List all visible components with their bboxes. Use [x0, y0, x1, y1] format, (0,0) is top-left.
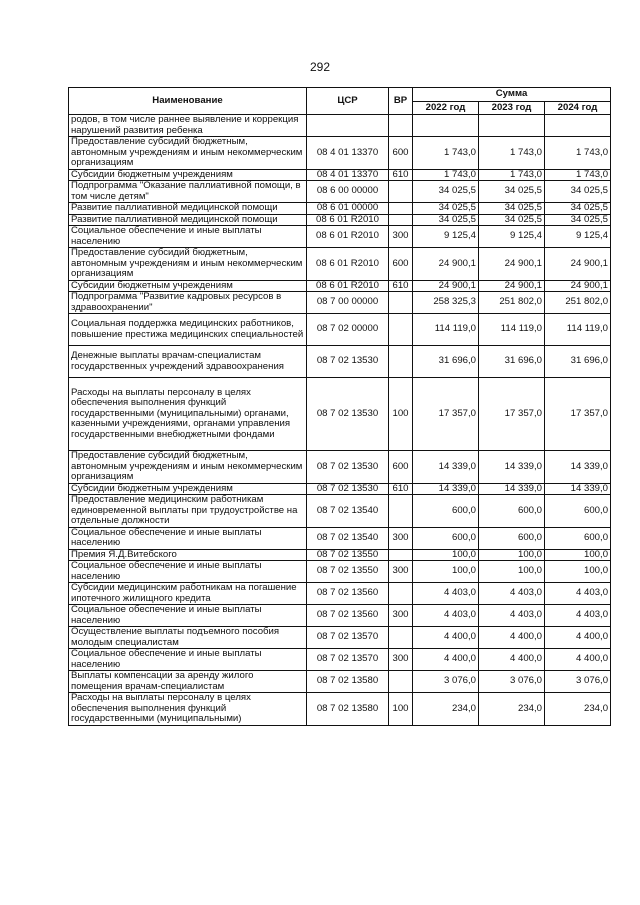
row-csr-cell: 08 7 02 13540 [307, 527, 389, 549]
row-csr-cell: 08 6 01 R2010 [307, 226, 389, 248]
table-row [69, 451, 611, 484]
row-csr-cell: 08 7 02 13530 [307, 378, 389, 451]
row-2024-value: 4 403,0 [545, 605, 611, 627]
table-row [69, 115, 611, 137]
budget-table [68, 87, 611, 726]
header-sum: Сумма [413, 88, 611, 102]
table-row [69, 280, 611, 292]
row-2022-value: 4 403,0 [413, 583, 479, 605]
row-csr-cell: 08 6 01 00000 [307, 203, 389, 215]
row-vr-cell: 600 [389, 137, 413, 170]
row-2024-value: 34 025,5 [545, 181, 611, 203]
row-2023-value: 4 403,0 [479, 605, 545, 627]
row-2022-value: 3 076,0 [413, 671, 479, 693]
row-2023-value: 1 743,0 [479, 169, 545, 181]
row-2023-value: 9 125,4 [479, 226, 545, 248]
row-vr-cell [389, 627, 413, 649]
header-vr: ВР [389, 88, 413, 115]
row-2022-value: 1 743,0 [413, 137, 479, 170]
row-2023-value: 34 025,5 [479, 181, 545, 203]
row-vr-cell: 100 [389, 378, 413, 451]
row-2023-value: 14 339,0 [479, 451, 545, 484]
table-row [69, 248, 611, 281]
row-2024-value: 100,0 [545, 561, 611, 583]
row-name-cell: Премия Я.Д.Витебского [69, 549, 307, 561]
row-2024-value: 4 400,0 [545, 649, 611, 671]
row-2023-value: 100,0 [479, 549, 545, 561]
row-name-cell: Субсидии медицинским работникам на погашение ипотечного жилищного кредита [69, 583, 307, 605]
row-vr-cell: 300 [389, 527, 413, 549]
row-2024-value: 234,0 [545, 693, 611, 726]
row-csr-cell [307, 115, 389, 137]
row-vr-cell [389, 115, 413, 137]
row-2022-value: 114 119,0 [413, 314, 479, 346]
header-year-2023: 2023 год [479, 101, 545, 115]
row-2022-value: 258 325,3 [413, 292, 479, 314]
row-2024-value: 9 125,4 [545, 226, 611, 248]
row-name-cell: Социальное обеспечение и иные выплаты населению [69, 226, 307, 248]
row-2024-value: 4 403,0 [545, 583, 611, 605]
row-2024-value: 24 900,1 [545, 248, 611, 281]
row-vr-cell: 300 [389, 649, 413, 671]
row-2023-value: 4 400,0 [479, 649, 545, 671]
row-csr-cell: 08 7 02 13530 [307, 346, 389, 378]
row-2023-value: 114 119,0 [479, 314, 545, 346]
row-2023-value: 34 025,5 [479, 214, 545, 226]
table-row [69, 169, 611, 181]
row-2023-value: 17 357,0 [479, 378, 545, 451]
table-row [69, 527, 611, 549]
row-vr-cell [389, 549, 413, 561]
table-row [69, 292, 611, 314]
row-name-cell: Социальное обеспечение и иные выплаты населению [69, 527, 307, 549]
row-2022-value: 24 900,1 [413, 280, 479, 292]
row-csr-cell: 08 7 02 13550 [307, 549, 389, 561]
row-2022-value: 9 125,4 [413, 226, 479, 248]
row-2022-value: 34 025,5 [413, 203, 479, 215]
row-csr-cell: 08 7 02 13530 [307, 483, 389, 495]
row-name-cell: Развитие паллиативной медицинской помощи [69, 214, 307, 226]
row-csr-cell: 08 7 02 13540 [307, 495, 389, 528]
row-2024-value: 100,0 [545, 549, 611, 561]
row-vr-cell: 610 [389, 169, 413, 181]
row-2024-value: 31 696,0 [545, 346, 611, 378]
row-2023-value: 14 339,0 [479, 483, 545, 495]
table-row [69, 549, 611, 561]
row-2023-value: 1 743,0 [479, 137, 545, 170]
row-2022-value: 600,0 [413, 527, 479, 549]
table-body [69, 115, 611, 726]
table-row [69, 583, 611, 605]
row-vr-cell [389, 346, 413, 378]
row-2022-value [413, 115, 479, 137]
row-name-cell: родов, в том числе раннее выявление и коррекция нарушений развития ребенка [69, 115, 307, 137]
row-csr-cell: 08 7 02 13560 [307, 583, 389, 605]
row-name-cell: Социальное обеспечение и иные выплаты населению [69, 605, 307, 627]
row-2024-value: 4 400,0 [545, 627, 611, 649]
row-csr-cell: 08 7 02 13570 [307, 649, 389, 671]
header-year-2024: 2024 год [545, 101, 611, 115]
row-2024-value: 17 357,0 [545, 378, 611, 451]
row-2022-value: 600,0 [413, 495, 479, 528]
row-name-cell: Расходы на выплаты персоналу в целях обеспечения выполнения функций государственными (муниципальными) органами, казенными учреждениями, органами управления государственными внебюджетными фондами [69, 378, 307, 451]
row-name-cell: Расходы на выплаты персоналу в целях обеспечения выполнения функций государственными (муниципальными) [69, 693, 307, 726]
row-2023-value: 234,0 [479, 693, 545, 726]
row-vr-cell: 300 [389, 561, 413, 583]
row-vr-cell [389, 203, 413, 215]
row-name-cell: Социальное обеспечение и иные выплаты населению [69, 649, 307, 671]
table-row [69, 314, 611, 346]
row-2022-value: 14 339,0 [413, 451, 479, 484]
row-name-cell: Подпрограмма "Развитие кадровых ресурсов в здравоохранении" [69, 292, 307, 314]
row-name-cell: Осуществление выплаты подъемного пособия молодым специалистам [69, 627, 307, 649]
row-name-cell: Предоставление субсидий бюджетным, автономным учреждениям и иным некоммерческим организациям [69, 137, 307, 170]
table-row [69, 671, 611, 693]
row-csr-cell: 08 7 02 13580 [307, 693, 389, 726]
row-2024-value: 1 743,0 [545, 137, 611, 170]
row-2022-value: 100,0 [413, 561, 479, 583]
row-2024-value: 1 743,0 [545, 169, 611, 181]
row-2024-value: 34 025,5 [545, 214, 611, 226]
row-csr-cell: 08 4 01 13370 [307, 137, 389, 170]
row-2022-value: 100,0 [413, 549, 479, 561]
row-2023-value: 600,0 [479, 527, 545, 549]
table-row [69, 495, 611, 528]
row-name-cell: Подпрограмма "Оказание паллиативной помощи, в том числе детям" [69, 181, 307, 203]
row-name-cell: Денежные выплаты врачам-специалистам государственных учреждений здравоохранения [69, 346, 307, 378]
row-2023-value: 4 403,0 [479, 583, 545, 605]
row-2023-value: 4 400,0 [479, 627, 545, 649]
row-2023-value: 3 076,0 [479, 671, 545, 693]
row-vr-cell [389, 181, 413, 203]
row-2024-value: 251 802,0 [545, 292, 611, 314]
row-2023-value [479, 115, 545, 137]
row-2023-value: 600,0 [479, 495, 545, 528]
row-csr-cell: 08 6 01 R2010 [307, 280, 389, 292]
row-name-cell: Выплаты компенсации за аренду жилого помещения врачам-специалистам [69, 671, 307, 693]
table-row [69, 378, 611, 451]
row-2023-value: 251 802,0 [479, 292, 545, 314]
row-vr-cell: 600 [389, 248, 413, 281]
row-name-cell: Субсидии бюджетным учреждениям [69, 169, 307, 181]
row-2022-value: 34 025,5 [413, 181, 479, 203]
table-row [69, 693, 611, 726]
header-csr: ЦСР [307, 88, 389, 115]
row-vr-cell: 300 [389, 605, 413, 627]
row-2024-value [545, 115, 611, 137]
row-name-cell: Социальное обеспечение и иные выплаты населению [69, 561, 307, 583]
row-csr-cell: 08 7 02 13580 [307, 671, 389, 693]
row-2022-value: 4 403,0 [413, 605, 479, 627]
row-vr-cell: 610 [389, 483, 413, 495]
table-row [69, 483, 611, 495]
table-row [69, 627, 611, 649]
row-2022-value: 1 743,0 [413, 169, 479, 181]
table-row [69, 649, 611, 671]
row-vr-cell: 600 [389, 451, 413, 484]
row-2024-value: 14 339,0 [545, 483, 611, 495]
row-vr-cell: 300 [389, 226, 413, 248]
row-csr-cell: 08 6 00 00000 [307, 181, 389, 203]
row-vr-cell [389, 314, 413, 346]
header-year-2022: 2022 год [413, 101, 479, 115]
row-2024-value: 24 900,1 [545, 280, 611, 292]
table-row [69, 137, 611, 170]
row-2022-value: 31 696,0 [413, 346, 479, 378]
row-2022-value: 34 025,5 [413, 214, 479, 226]
header-name: Наименование [69, 88, 307, 115]
row-csr-cell: 08 7 02 00000 [307, 314, 389, 346]
row-name-cell: Развитие паллиативной медицинской помощи [69, 203, 307, 215]
row-2024-value: 600,0 [545, 527, 611, 549]
row-2024-value: 34 025,5 [545, 203, 611, 215]
row-vr-cell [389, 495, 413, 528]
row-vr-cell [389, 583, 413, 605]
row-vr-cell: 100 [389, 693, 413, 726]
row-2024-value: 114 119,0 [545, 314, 611, 346]
table-row [69, 181, 611, 203]
row-2024-value: 3 076,0 [545, 671, 611, 693]
row-2022-value: 4 400,0 [413, 649, 479, 671]
table-row [69, 561, 611, 583]
table-row [69, 226, 611, 248]
row-csr-cell: 08 4 01 13370 [307, 169, 389, 181]
row-2023-value: 24 900,1 [479, 280, 545, 292]
row-csr-cell: 08 7 00 00000 [307, 292, 389, 314]
row-csr-cell: 08 7 02 13530 [307, 451, 389, 484]
row-vr-cell [389, 292, 413, 314]
row-name-cell: Предоставление медицинским работникам единовременной выплаты при трудоустройстве на отдельные должности [69, 495, 307, 528]
row-csr-cell: 08 7 02 13570 [307, 627, 389, 649]
table-row [69, 346, 611, 378]
row-2022-value: 17 357,0 [413, 378, 479, 451]
row-name-cell: Предоставление субсидий бюджетным, автономным учреждениям и иным некоммерческим организациям [69, 248, 307, 281]
row-name-cell: Субсидии бюджетным учреждениям [69, 483, 307, 495]
row-2022-value: 4 400,0 [413, 627, 479, 649]
table-row [69, 214, 611, 226]
table-row [69, 203, 611, 215]
row-2022-value: 234,0 [413, 693, 479, 726]
page-number: 292 [309, 60, 331, 74]
row-2023-value: 34 025,5 [479, 203, 545, 215]
row-vr-cell [389, 214, 413, 226]
row-name-cell: Предоставление субсидий бюджетным, автономным учреждениям и иным некоммерческим организациям [69, 451, 307, 484]
row-2024-value: 14 339,0 [545, 451, 611, 484]
row-2023-value: 24 900,1 [479, 248, 545, 281]
row-csr-cell: 08 6 01 R2010 [307, 248, 389, 281]
row-2023-value: 100,0 [479, 561, 545, 583]
row-name-cell: Субсидии бюджетным учреждениям [69, 280, 307, 292]
row-csr-cell: 08 7 02 13550 [307, 561, 389, 583]
row-vr-cell: 610 [389, 280, 413, 292]
table-row [69, 605, 611, 627]
row-2022-value: 24 900,1 [413, 248, 479, 281]
row-name-cell: Социальная поддержка медицинских работников, повышение престижа медицинских специальностей [69, 314, 307, 346]
row-csr-cell: 08 7 02 13560 [307, 605, 389, 627]
row-vr-cell [389, 671, 413, 693]
row-csr-cell: 08 6 01 R2010 [307, 214, 389, 226]
row-2023-value: 31 696,0 [479, 346, 545, 378]
row-2024-value: 600,0 [545, 495, 611, 528]
row-2022-value: 14 339,0 [413, 483, 479, 495]
